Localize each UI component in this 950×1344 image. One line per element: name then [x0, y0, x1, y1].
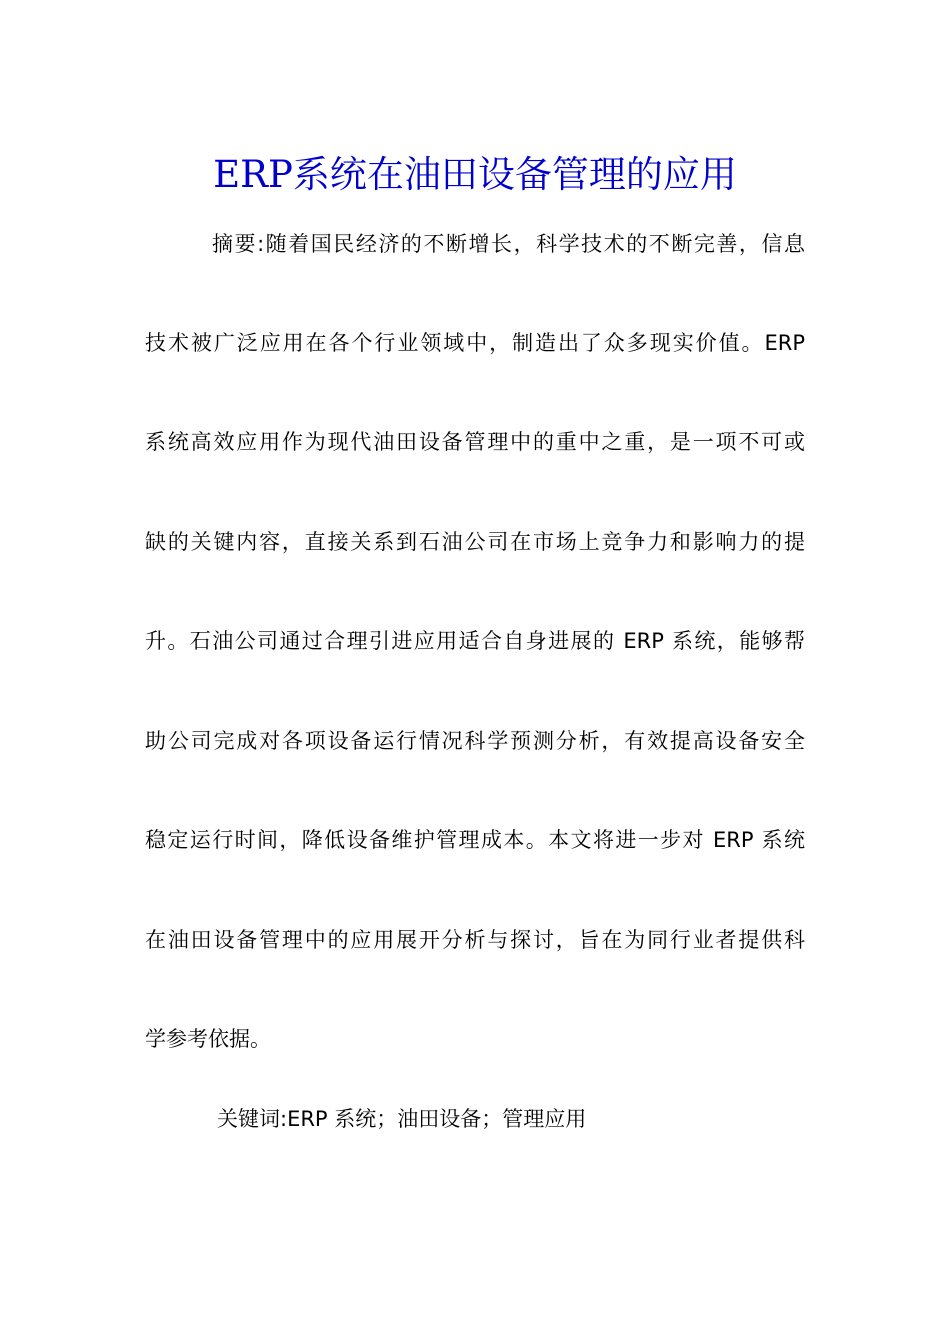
abstract-line: 系统高效应用作为现代油田设备管理中的重中之重，是一项不可或	[145, 430, 805, 454]
abstract-line: 缺的关键内容，直接关系到石油公司在市场上竞争力和影响力的提	[145, 530, 805, 554]
abstract-line: 学参考依据。	[145, 1027, 271, 1051]
document-title: ERP系统在油田设备管理的应用	[213, 152, 737, 196]
abstract-line: 技术被广泛应用在各个行业领域中，制造出了众多现实价值。ERP	[145, 331, 805, 355]
abstract-line: 摘要:随着国民经济的不断增长，科学技术的不断完善，信息	[212, 232, 805, 256]
abstract-line: 升。石油公司通过合理引进应用适合自身进展的 ERP 系统，能够帮	[145, 629, 805, 653]
keywords-line: 关键词:ERP 系统；油田设备；管理应用	[217, 1107, 587, 1131]
abstract-line: 在油田设备管理中的应用展开分析与探讨，旨在为同行业者提供科	[145, 928, 805, 952]
abstract-line: 稳定运行时间，降低设备维护管理成本。本文将进一步对 ERP 系统	[145, 828, 805, 852]
abstract-line: 助公司完成对各项设备运行情况科学预测分析，有效提高设备安全	[145, 729, 805, 753]
